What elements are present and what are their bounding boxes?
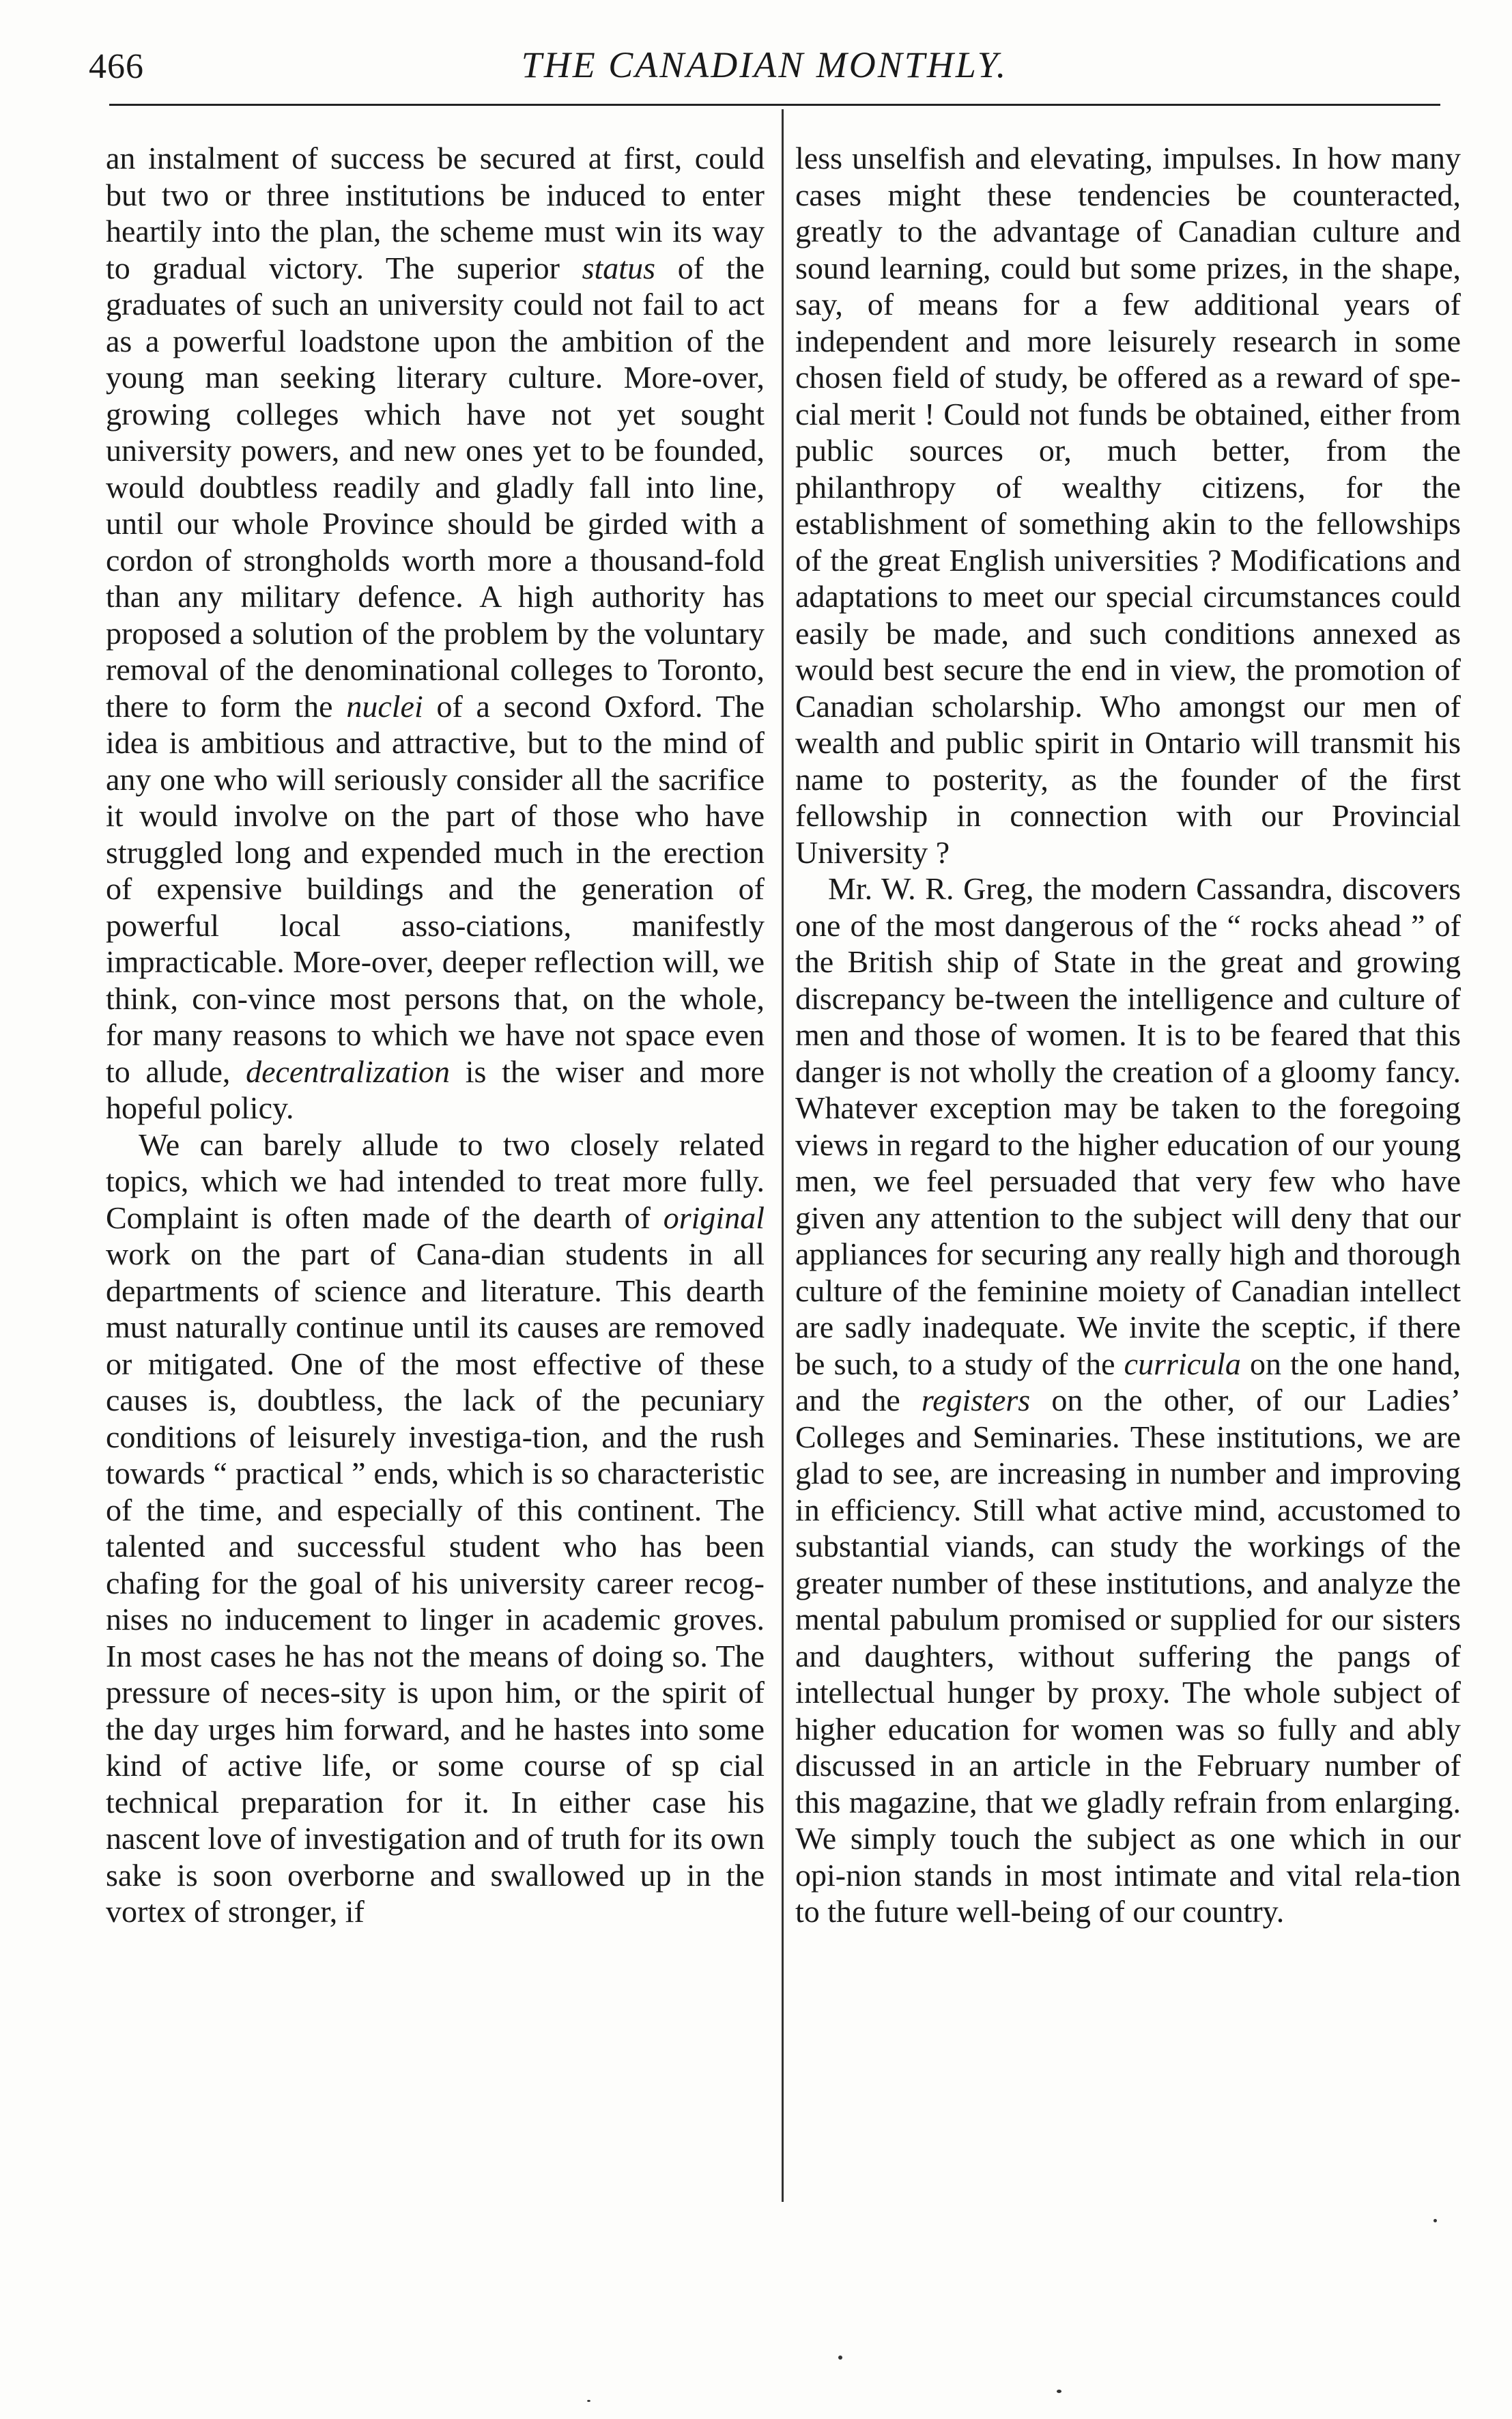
column-divider (782, 109, 784, 2202)
ink-speck (1057, 2390, 1061, 2393)
journal-title: THE CANADIAN MONTHLY. (521, 44, 1008, 85)
ink-speck (838, 2356, 842, 2360)
header-rule (109, 104, 1440, 106)
paragraph: an instalment of success be secured at first, could but two or three institutions be induced to enter heartily into the plan, the scheme must win its way to gradual victory. The superior status of the graduates of such an university could not fail to act as a powerful loadstone upon the ambition of the young man seeking literary culture. More-over, growing colleges which have not yet sought university powers, and new ones yet to be founded, would doubtless readily and gladly fall into line, until our whole Province should be girded with a cordon of strongholds worth more a thousand-fold than any military defence. A high authority has proposed a solution of the problem by the voluntary removal of the denominational colleges to Toronto, there to form the nuclei of a second Oxford. The idea is ambitious and attractive, but to the mind of any one who will seriously consider all the sacrifice it would involve on the part of those who have struggled long and expended much in the erection of expensive buildings and the generation of powerful local asso-ciations, manifestly impracticable. More-over, deeper reflection will, we think, con-vince most persons that, on the whole, for many reasons to which we have not space even to allude, decentralization is the wiser and more hopeful policy. (106, 141, 765, 1125)
paragraph: We can barely allude to two closely related topics, which we had intended to treat more fully. Complaint is often made of the dearth of original work on the part of Cana-dian students in all departments of science and literature. This dearth must naturally continue until its causes are removed or mitigated. One of the most effective of these causes is, doubtless, the lack of the pecuniary conditions of leisurely investiga-tion, and the rush towards “ practical ” ends, which is so characteristic of the time, and especially of this continent. The talented and successful student who has been chafing for the goal of his university career recog-nises no inducement to linger in academic groves. In most cases he has not the means of doing so. The pressure of neces-sity is upon him, or the spirit of the day urges him forward, and he hastes into some kind of active life, or some course of sp cial technical preparation for it. In either case his nascent love of investigation and of truth for its own sake is soon overborne and swallowed up in the vortex of stronger, if (106, 1127, 765, 1929)
paragraph: less unselfish and elevating, impulses. In how many cases might these tendencies be counteracted, greatly to the advantage of Canadian culture and sound learning, could but some prizes, in the shape, say, of means for a few additional years of independent and more leisurely research in some chosen field of study, be offered as a reward of spe-cial merit ! Could not funds be obtained, either from public sources or, much better, from the philanthropy of wealthy citizens, for the establishment of something akin to the fellowships of the great English universities ? Modifications and adaptations to meet our special circumstances could easily be made, and such conditions annexed as would best secure the end in view, the promotion of Canadian scholarship. Who amongst our men of wealth and public spirit in Ontario will transmit his name to posterity, as the founder of the first fellowship in connection with our Provincial University ? (795, 141, 1461, 870)
left-column (106, 140, 765, 1930)
paragraph: Mr. W. R. Greg, the modern Cassandra, discovers one of the most dangerous of the “ rocks ahead ” of the British ship of State in the great and growing discrepancy be-tween the intelligence and culture of men and those of women. It is to be feared that this danger is not wholly the creation of a gloomy fancy. Whatever exception may be taken to the foregoing views in regard to the higher education of our young men, we feel persuaded that very few who have given any attention to the subject will deny that our appliances for securing any really high and thorough culture of the feminine moiety of Canadian intellect are sadly inadequate. We invite the sceptic, if there be such, to a study of the curricula on the one hand, and the registers on the other, of our Ladies’ Colleges and Seminaries. These institutions, we are glad to see, are increasing in number and improving in efficiency. Still what active mind, accustomed to substantial viands, can study the workings of the greater number of these institutions, and analyze the mental pabulum promised or supplied for our sisters and daughters, without suffering the pangs of intellectual hunger by proxy. The whole subject of higher education for women was so fully and ably discussed in an article in the February number of this magazine, that we gladly refrain from enlarging. We simply touch the subject as one which in our opi-nion stands in most intimate and vital rela-tion to the future well-being of our country. (795, 871, 1461, 1929)
right-column (795, 140, 1461, 1930)
page-number: 466 (89, 47, 144, 86)
running-head (89, 41, 1440, 96)
ink-speck (587, 2400, 590, 2402)
ink-speck (1433, 2219, 1437, 2222)
